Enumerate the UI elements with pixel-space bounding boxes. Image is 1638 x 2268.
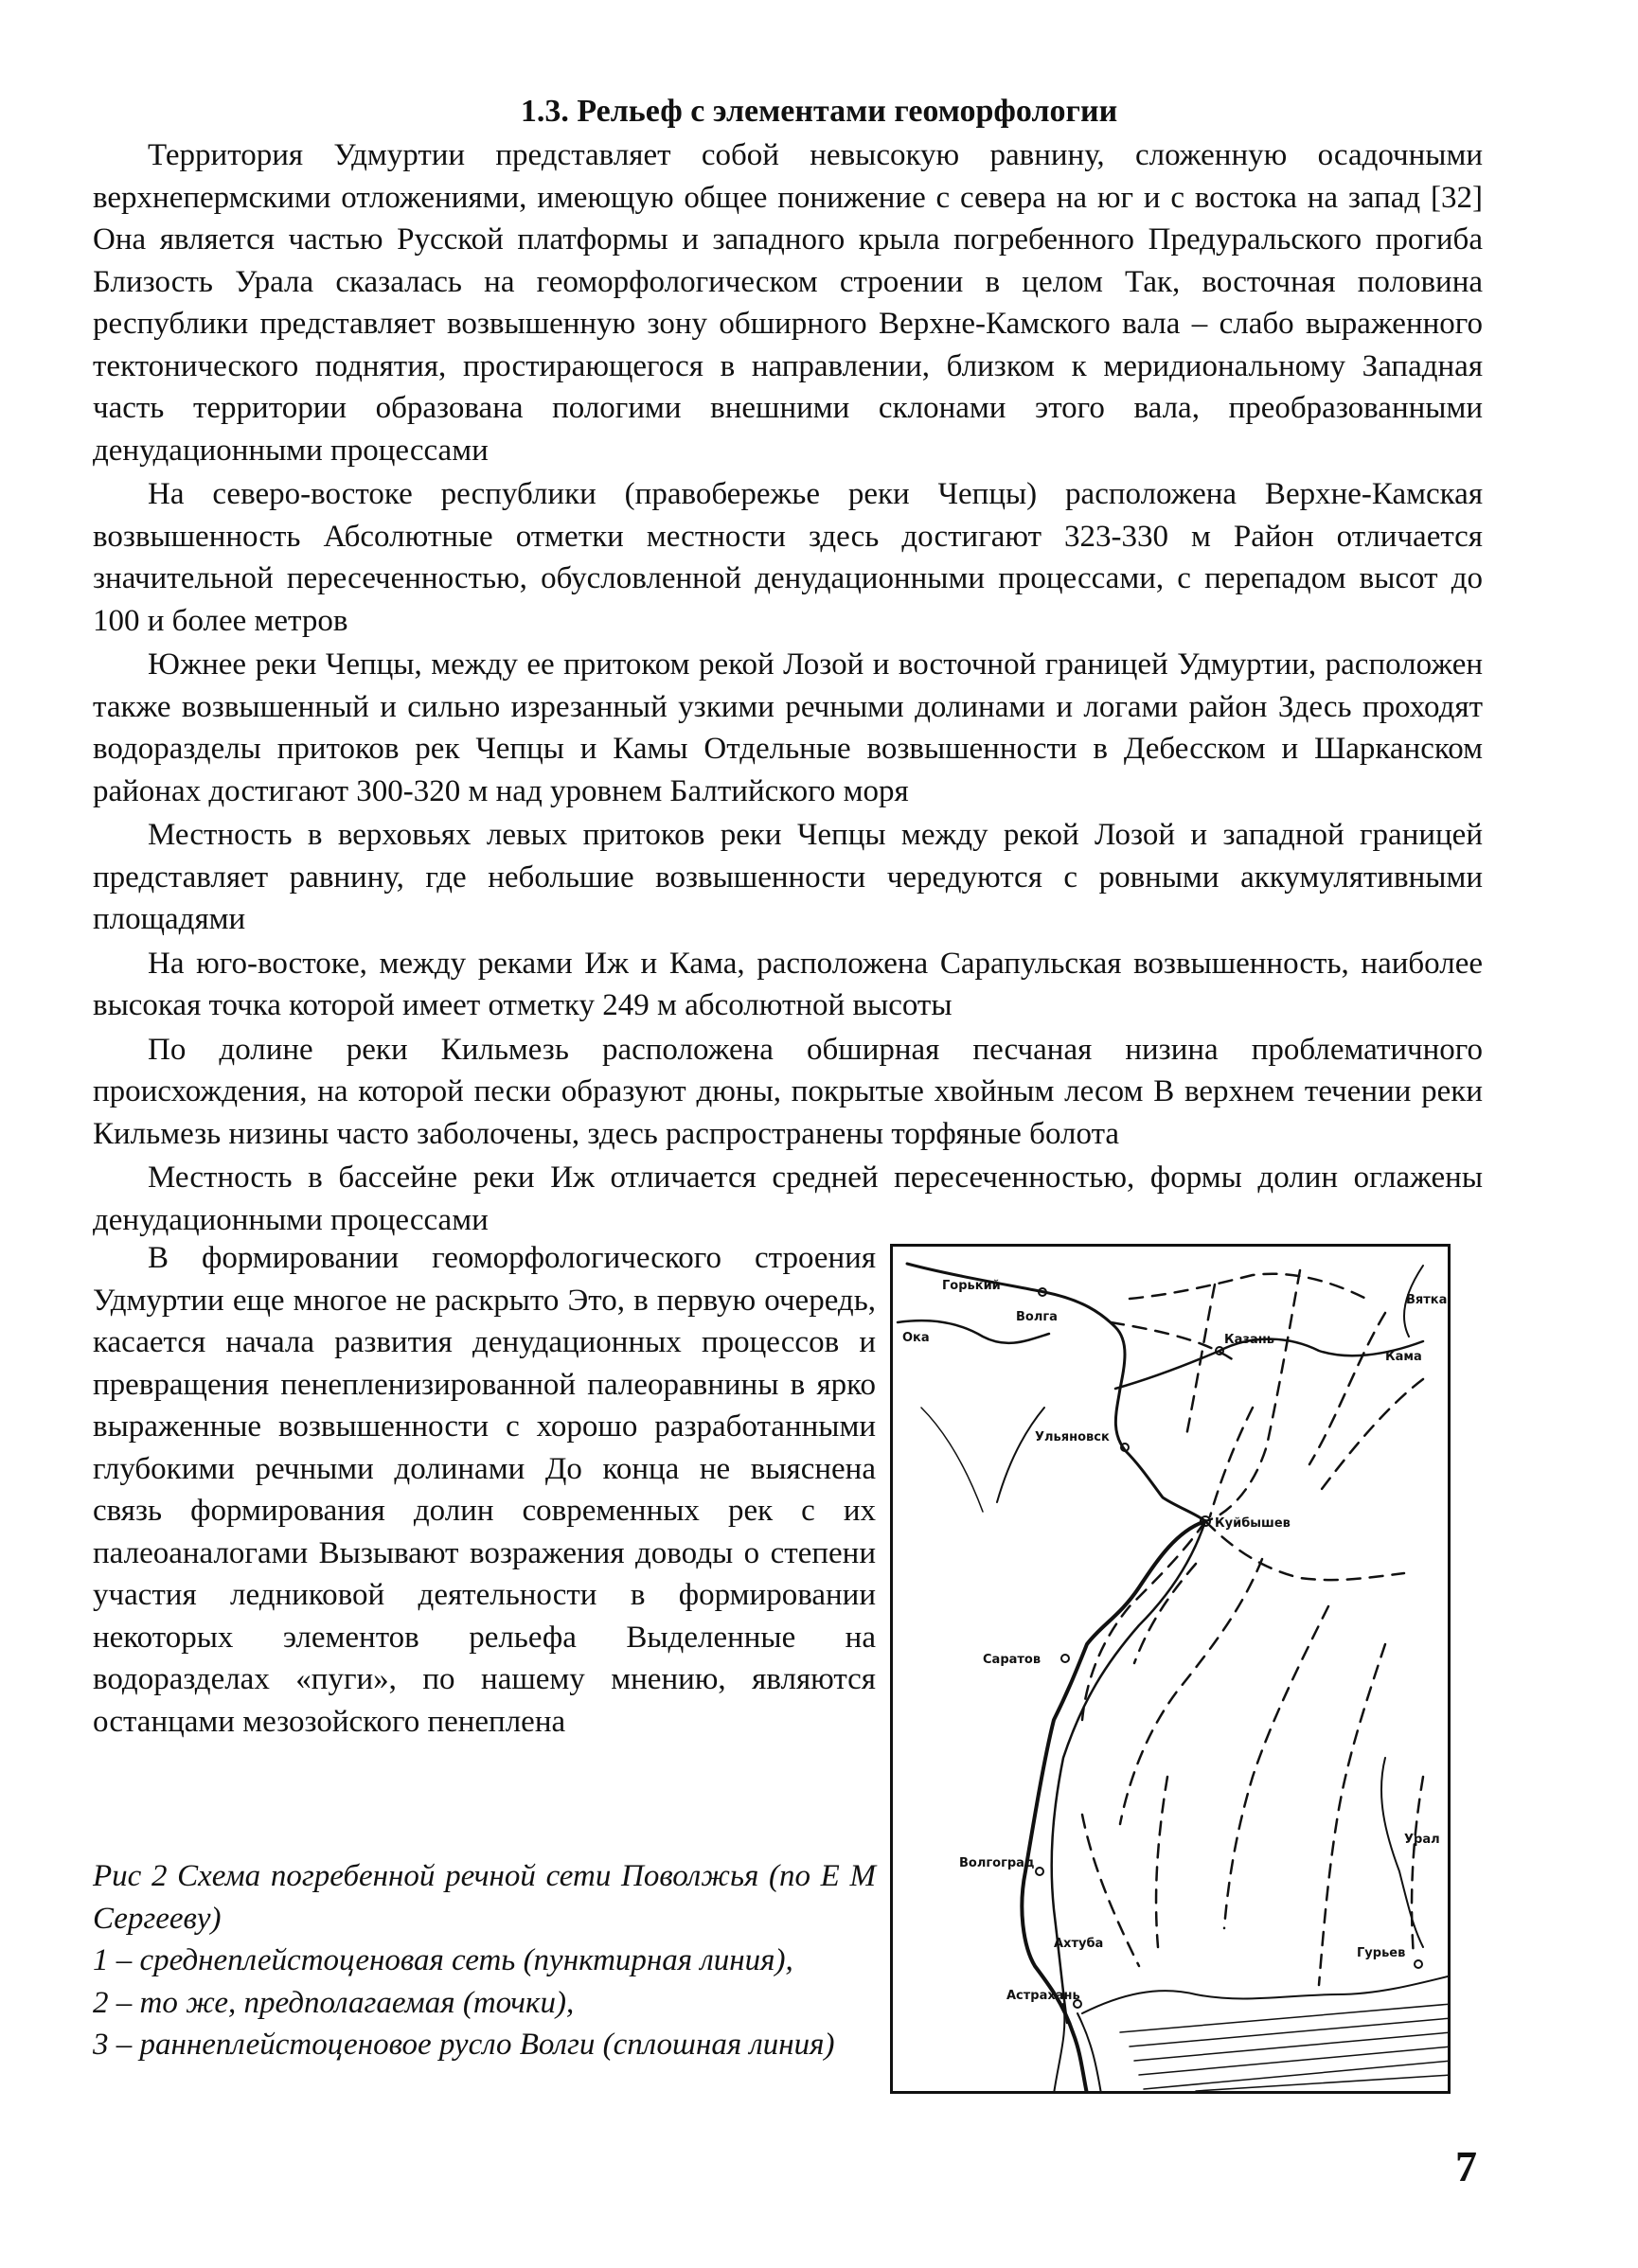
map-label: Астрахань xyxy=(1006,1989,1080,2003)
map-drawing xyxy=(893,1247,1451,2094)
paragraph: Южнее реки Чепцы, между ее притоком рекой Лозой и восточной границей Удмуртии, расположен также возвышенный и сильно изрезанный узкими речными долинами и логами район Здесь проходят водоразделы притоков рек Чепцы и Камы Отдельные возвышенности в Дебесском и Шарканском районах достигают 300-320 м над уровнем Балтийского моря xyxy=(93,647,1483,808)
paragraph: В формировании геоморфологического строения Удмуртии еще многое не раскрыто Это, в первую очередь, касается начала развития денудационных процессов и превращения пенепленизированной палеоравнины в ярко выраженные возвышенности с хорошо разработанными глубокими речными долинами До конца не выяснена связь формирования долин современных рек с их палеоаналогами Вызывают возражения доводы о степени участия ледниковой деятельности в формировании некоторых элементов рельефа Выделенные на водоразделах «пуги», по нашему мнению, являются останцами мезозойского пенеплена xyxy=(93,1241,876,1739)
map-label: Гурьев xyxy=(1357,1946,1406,1960)
caption-item: 3 – раннеплейстоценовое русло Волги (сплошная линия) xyxy=(93,2028,835,2062)
map-label: Кама xyxy=(1385,1350,1422,1364)
map-label: Ока xyxy=(902,1331,930,1345)
map-label: Урал xyxy=(1404,1833,1440,1847)
map-label: Куйбышев xyxy=(1215,1516,1291,1531)
caption-title: Рис 2 Схема погребенной речной сети Поволжья (по Е М Сергееву) xyxy=(93,1859,876,1936)
map-label: Саратов xyxy=(983,1653,1042,1667)
paragraph: По долине реки Кильмезь расположена обширная песчаная низина проблематичного происхождения, на которой пески образуют дюны, покрытые хвойным лесом В верхнем течении реки Кильмезь низины часто заболочены, здесь распространены торфяные болота xyxy=(93,1032,1483,1151)
map-label: Горький xyxy=(942,1279,1001,1293)
page-number: 7 xyxy=(1455,2142,1477,2190)
map-label: Казань xyxy=(1224,1333,1274,1347)
map-label: Волга xyxy=(1016,1310,1058,1324)
section-heading: 1.3. Рельеф с элементами геоморфологии xyxy=(520,94,1118,129)
main-text xyxy=(93,134,1483,1241)
map-label: Ахтуба xyxy=(1054,1937,1104,1951)
paragraph: Территория Удмуртии представляет собой невысокую равнину, сложенную осадочными верхнепермскими отложениями, имеющую общее понижение с севера на юг и с востока на запад [32] Она является частью Русской платформы и западного крыла погребенного Предуральского прогиба Близость Урала сказалась на геоморфологическом строении в целом Так, восточная половина республики представляет возвышенную зону обширного Верхне-Камского вала – слабо выраженного тектонического поднятия, простирающегося в направлении, близком к меридиональному Западная часть территории образована пологими внешними склонами этого вала, преобразованными денудационными процессами xyxy=(93,138,1483,468)
river-network-map xyxy=(890,1244,1451,2094)
paragraph: На северо-востоке республики (правобережье реки Чепцы) расположена Верхне-Камская возвышенность Абсолютные отметки местности здесь достигают 323-330 м Район отличается значительной пересеченностью, обусловленной денудационными процессами, с перепадом высот до 100 и более метров xyxy=(93,477,1483,638)
map-label: Вятка xyxy=(1406,1293,1448,1307)
map-label: Волгоград xyxy=(959,1856,1035,1870)
paragraph: Местность в бассейне реки Иж отличается средней пересеченностью, формы долин оглажены денудационными процессами xyxy=(93,1161,1483,1237)
caption-item: 1 – среднеплейстоценовая сеть (пунктирная линия), xyxy=(93,1943,793,1977)
paragraph: Местность в верховьях левых притоков реки Чепцы между рекой Лозой и западной границей представляет равнину, где небольшие возвышенности чередуются с ровными аккумулятивными площадями xyxy=(93,818,1483,936)
figure-caption xyxy=(93,1855,876,2066)
caption-item: 2 – то же, предполагаемая (точки), xyxy=(93,1985,575,2020)
paragraph: На юго-востоке, между реками Иж и Кама, расположена Сарапульская возвышенность, наиболее высокая точка которой имеет отметку 249 м абсолютной высоты xyxy=(93,946,1483,1022)
side-text xyxy=(93,1237,876,1743)
map-label: Ульяновск xyxy=(1035,1430,1110,1444)
